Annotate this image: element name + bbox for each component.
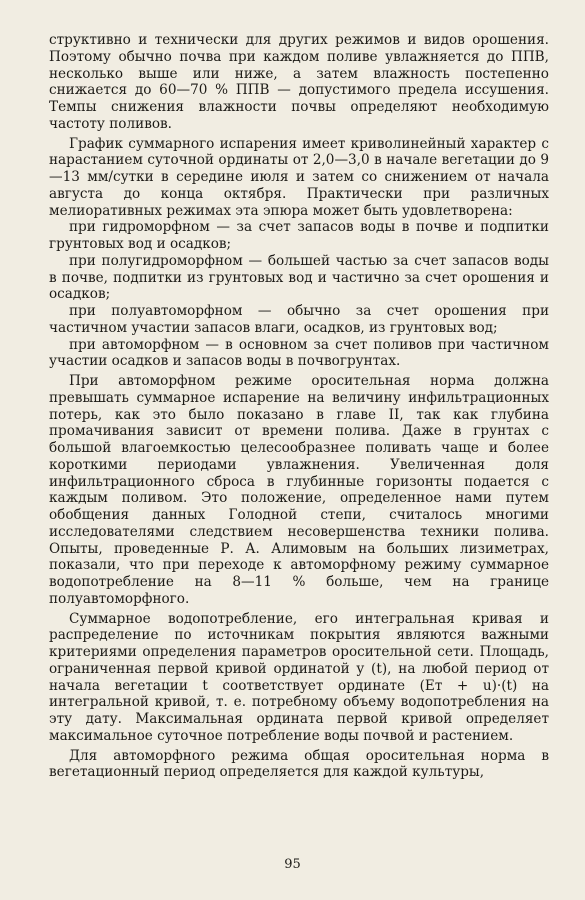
list-item-automorphic: при автоморфном — в основном за счет поливов при частичном участии осадков и запасов воды в почвогрунтах. xyxy=(49,336,549,370)
paragraph-irrigation-norm: Для автоморфного режима общая оросительная норма в вегетационный период определяется для каждой культуры, xyxy=(49,747,549,781)
body-text xyxy=(49,32,549,781)
list-item-semi-hydromorphic: при полугидроморфном — большей частью за счет запасов воды в почве, подпитки из грунтовых вод и частично за счет орошения и осадков; xyxy=(49,252,549,303)
list-item-semi-automorphic: при полуавтоморфном — обычно за счет орошения при частичном участии запасов влаги, осадков, из грунтовых вод; xyxy=(49,303,549,336)
paragraph-continuation: структивно и технически для других режимов и видов орошения. Поэтому обычно почва при каждом поливе увлажняется до ППВ, несколько выше или ниже, а затем влажность постепенно снижается до 60—70 % ППВ — допустимого предела иссушения. Темпы снижения влажности почвы определяют необходимую частоту поливов. xyxy=(49,32,549,132)
list-item-hydromorphic: при гидроморфном — за счет запасов воды в почве и подпитки грунтовых вод и осадков; xyxy=(49,219,549,252)
paragraph-evaporation-graph: График суммарного испарения имеет криволинейный характер с нарастанием суточной ординаты от 2,0—3,0 в начале вегетации до 9—13 мм/сутки в середине июля и затем со снижением от начала августа до конца октября. Практически при различных мелиоративных режимах эта эпюра может быть удовлетворена: xyxy=(49,135,549,219)
paragraph-water-consumption: Суммарное водопотребление, его интегральная кривая и распределение по источникам покрытия являются важными критериями определения параметров оросительной сети. Площадь, ограниченная первой кривой ординатой y (t), на любой период от начала вегетации t соответствует ординате (Eт + u)·(t) на интегральной кривой, т. е. потребному объему водопотребления на эту дату. Максимальная ордината первой кривой определяет максимальное суточное потребление воды почвой и растением. xyxy=(49,610,549,744)
page-number: 95 xyxy=(284,857,301,872)
paragraph-automorphic-regime: При автоморфном режиме оросительная норма должна превышать суммарное испарение на величину инфильтрационных потерь, как это было показано в главе II, так как глубина промачивания зависит от времени полива. Даже в грунтах с большой влагоемкостью целесообразнее поливать чаще и более короткими периодами увлажнения. Увеличенная доля инфильтрационного сброса в глубинные горизонты подается с каждым поливом. Это положение, определенное нами путем обобщения данных Голодной степи, считалось многими исследователями следствием несовершенства техники полива. Опыты, проведенные Р. А. Алимовым на больших лизиметрах, показали, что при переходе к автоморфному режиму суммарное водопотребление на 8—11 % больше, чем на границе полуавтоморфного. xyxy=(49,373,549,607)
